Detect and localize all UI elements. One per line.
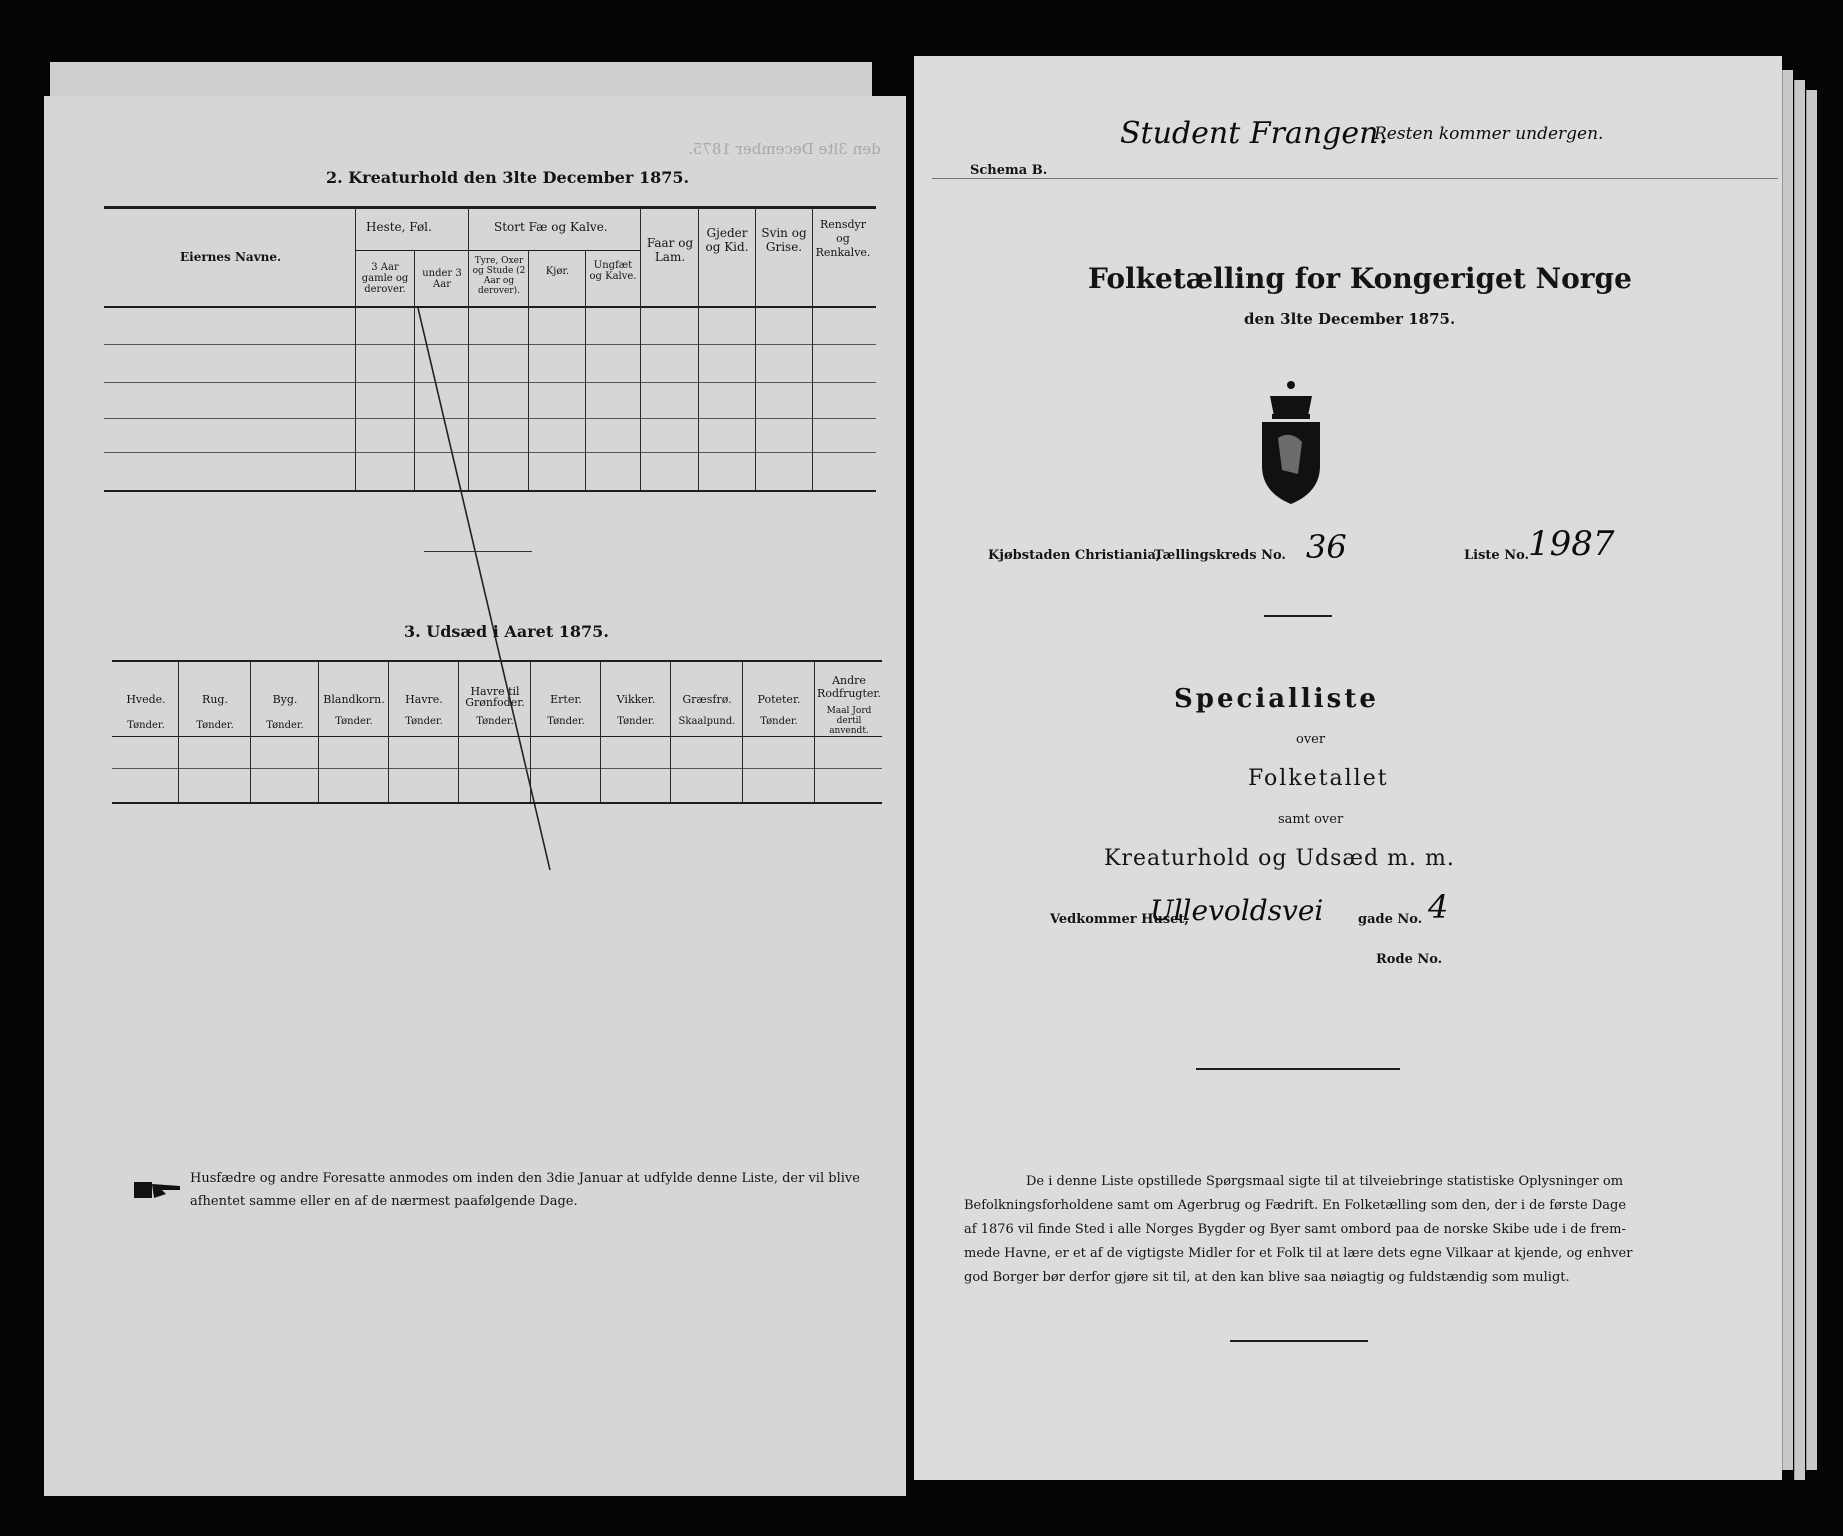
paragraph-line: Befolkningsforholdene samt om Agerbrug og Fædrift. En Folketælling som den, der i de første Dage	[964, 1198, 1627, 1213]
sowing-col-4: Blandkorn.	[323, 693, 385, 706]
sowing-col-9: Græsfrø.	[682, 693, 732, 706]
cattle-young-header: Ungfæt og Kalve.	[589, 260, 637, 282]
cattle-header: Stort Fæ og Kalve.	[494, 220, 608, 234]
paragraph-line: mede Havne, er et af de vigtigste Midler for et Folk til at lære dets egne Vilkaar at kjende, og enhver	[964, 1246, 1633, 1261]
folketallet-text: Folketallet	[1248, 766, 1389, 791]
sowing-col-3: Byg.	[272, 693, 298, 706]
sowing-unit-9: Skaalpund.	[678, 716, 736, 727]
separator-line	[1230, 1340, 1368, 1342]
separator-line	[1264, 615, 1332, 617]
paragraph-line: De i denne Liste opstillede Spørgsmaal sigte til at tilveiebringe statistiske Oplysninger om	[1026, 1174, 1624, 1189]
sowing-unit-7: Tønder.	[547, 716, 585, 727]
page-edge	[1806, 90, 1817, 1470]
district-label: Tællingskreds No.	[1154, 548, 1286, 563]
over-text: over	[1296, 732, 1326, 747]
sowing-col-11: Andre Rodfrugter.	[817, 674, 881, 700]
paragraph-line: god Borger bør derfor gjøre sit til, at den kan blive saa nøiagtig og fuldstændig som muligt.	[964, 1270, 1570, 1285]
coat-of-arms-icon	[1256, 378, 1326, 508]
sowing-unit-11: Maal Jord dertil anvendt.	[826, 706, 872, 736]
cattle-cows-header: Kjør.	[545, 266, 570, 277]
page-edge	[1782, 70, 1793, 1470]
sowing-unit-5: Tønder.	[405, 716, 443, 727]
goats-header: Gjeder og Kid.	[705, 226, 749, 254]
section-2-title: 2. Kreaturhold den 3lte December 1875.	[326, 168, 690, 187]
sowing-unit-8: Tønder.	[617, 716, 655, 727]
sowing-col-6: Havre til Grønfoder.	[465, 685, 525, 709]
page-edge	[1794, 80, 1805, 1480]
special-list-title: Specialliste	[1174, 684, 1379, 714]
paragraph-line: af 1876 vil finde Sted i alle Norges Bygder og Byer samt ombord paa de norske Skibe ude i de frem-	[964, 1222, 1626, 1237]
pointing-hand-icon	[132, 1178, 184, 1202]
sowing-col-2: Rug.	[202, 693, 228, 706]
faint-rule	[932, 178, 1778, 179]
owner-header: Eiernes Navne.	[180, 250, 282, 264]
reindeer-header: Rensdyr og Renkalve.	[815, 218, 871, 259]
gade-value: 4	[1428, 888, 1449, 926]
sowing-unit-3: Tønder.	[266, 720, 304, 731]
separator-line	[1196, 1068, 1400, 1070]
pigs-header: Svin og Grise.	[761, 226, 807, 254]
sowing-col-5: Havre.	[405, 693, 443, 706]
sowing-col-10: Poteter.	[757, 693, 801, 706]
section-3-title: 3. Udsæd i Aaret 1875.	[404, 622, 609, 641]
sowing-unit-4: Tønder.	[335, 716, 373, 727]
list-value: 1987	[1528, 524, 1615, 564]
sowing-col-8: Vikker.	[616, 693, 656, 706]
horses-header: Heste, Føl.	[366, 220, 432, 234]
list-label: Liste No.	[1464, 548, 1530, 563]
sowing-unit-1: Tønder.	[127, 720, 165, 731]
handwritten-name: Student Frangen.	[1120, 116, 1388, 151]
sheep-header: Faar og Lam.	[646, 236, 694, 264]
bleed-through-text: den 3lte December 1875.	[688, 140, 881, 158]
house-value: Ullevoldsvei	[1150, 894, 1324, 927]
document-date: den 3lte December 1875.	[1244, 310, 1456, 328]
sowing-unit-2: Tønder.	[196, 720, 234, 731]
sowing-col-1: Hvede.	[126, 693, 166, 706]
notice-line-1: Husfædre og andre Foresatte anmodes om inden den 3die Januar at udfylde denne Liste, der vil blive	[190, 1171, 860, 1186]
sowing-unit-10: Tønder.	[760, 716, 798, 727]
sowing-unit-6: Tønder.	[476, 716, 514, 727]
horses-old-header: 3 Aar gamle og derover.	[361, 262, 409, 295]
notice-line-2: afhentet samme eller en af de nærmest paafølgende Dage.	[190, 1194, 578, 1209]
district-value: 36	[1306, 528, 1347, 566]
document-title: Folketælling for Kongeriget Norge	[1088, 262, 1632, 295]
samt-over-text: samt over	[1278, 812, 1344, 827]
handwritten-note: Resten kommer undergen.	[1374, 124, 1604, 144]
separator-line	[424, 551, 532, 552]
rode-label: Rode No.	[1376, 952, 1443, 967]
cattle-bulls-header: Tyre, Oxer og Stude (2 Aar og derover).	[472, 256, 526, 296]
horses-young-header: under 3 Aar	[422, 268, 462, 290]
house-label: Vedkommer Huset,	[1050, 912, 1189, 927]
schema-label: Schema B.	[970, 163, 1048, 178]
kreaturhold-text: Kreaturhold og Udsæd m. m.	[1104, 846, 1455, 871]
city-label: Kjøbstaden Christiania,	[988, 548, 1161, 563]
diagonal-line	[400, 300, 580, 880]
sowing-col-7: Erter.	[550, 693, 582, 706]
gade-label: gade No.	[1358, 912, 1423, 927]
